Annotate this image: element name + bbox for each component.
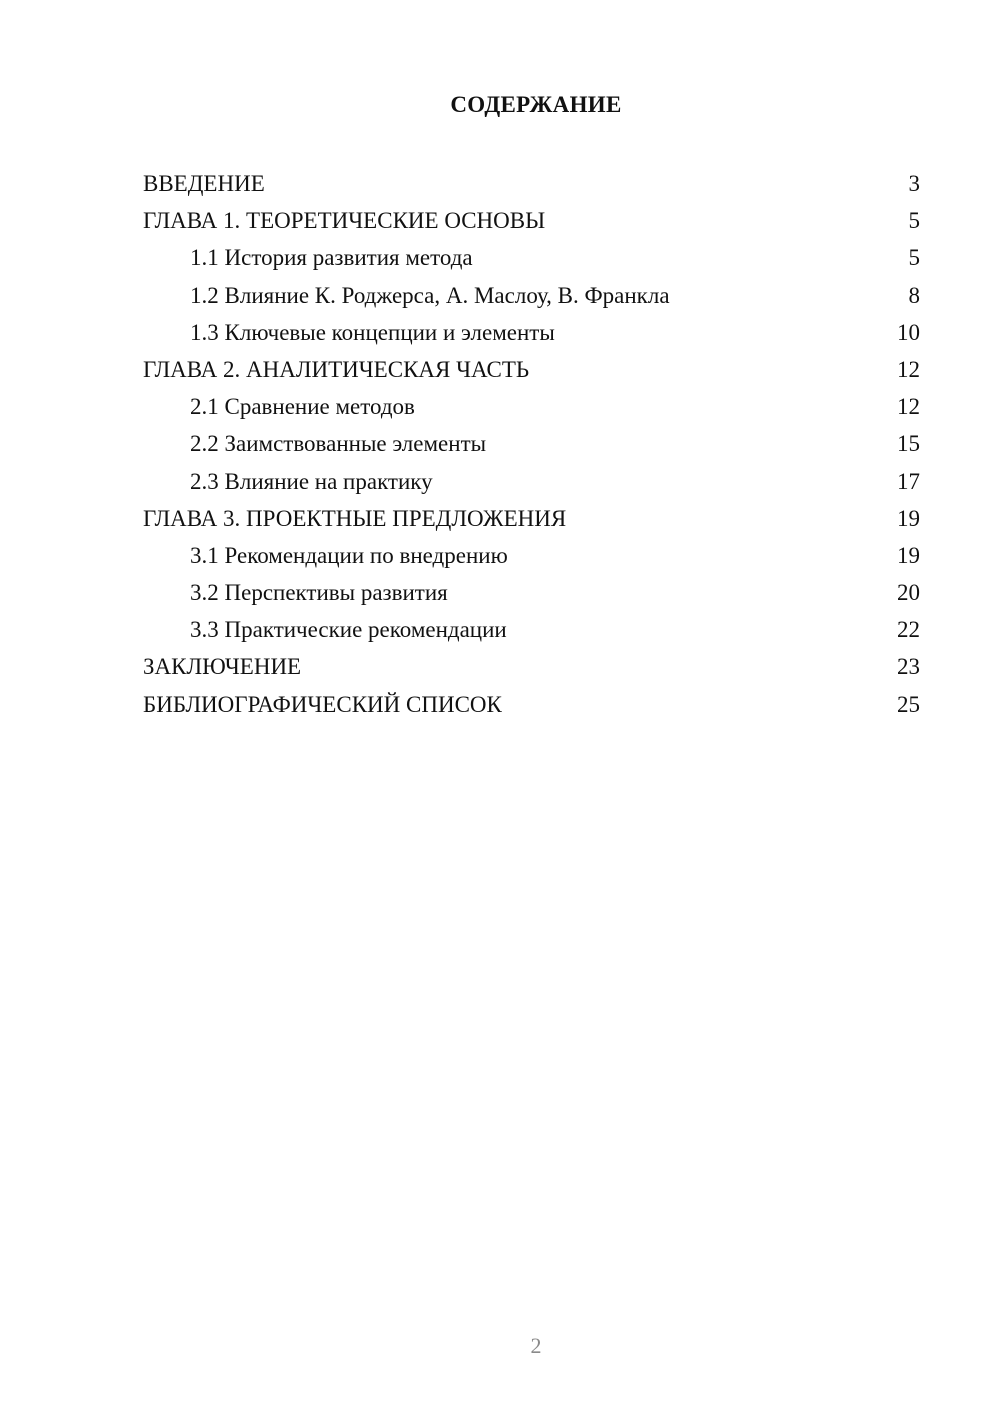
toc-entry-label: 2.2 Заимствованные элементы — [190, 431, 487, 457]
table-of-contents — [143, 165, 920, 723]
toc-entry-page: 23 — [897, 654, 920, 680]
toc-entry-label: БИБЛИОГРАФИЧЕСКИЙ СПИСОК — [143, 691, 502, 717]
toc-entry-section-3-3[interactable] — [143, 611, 920, 648]
toc-entry-page: 8 — [908, 282, 920, 308]
page-number: 2 — [530, 1333, 542, 1358]
toc-entry-page: 19 — [897, 542, 920, 568]
toc-entry-section-1-3[interactable] — [143, 314, 920, 351]
toc-entry-label: ГЛАВА 3. ПРОЕКТНЫЕ ПРЕДЛОЖЕНИЯ — [143, 505, 567, 531]
toc-entry-label: 3.3 Практические рекомендации — [190, 617, 507, 643]
toc-entry-introduction[interactable] — [143, 165, 920, 202]
toc-entry-label: ЗАКЛЮЧЕНИЕ — [143, 654, 302, 680]
toc-entry-label: 1.2 Влияние К. Роджерса, А. Маслоу, В. Франкла — [190, 282, 670, 308]
toc-entry-page: 12 — [897, 356, 920, 382]
toc-entry-label: ГЛАВА 2. АНАЛИТИЧЕСКАЯ ЧАСТЬ — [143, 356, 530, 382]
toc-entry-section-1-1[interactable] — [143, 239, 920, 276]
toc-entry-conclusion[interactable] — [143, 648, 920, 685]
toc-entry-section-3-1[interactable] — [143, 537, 920, 574]
toc-entry-section-3-2[interactable] — [143, 574, 920, 611]
toc-entry-label: 1.3 Ключевые концепции и элементы — [190, 319, 555, 345]
toc-entry-label: 3.1 Рекомендации по внедрению — [190, 542, 508, 568]
toc-entry-page: 20 — [897, 580, 920, 606]
toc-entry-page: 12 — [897, 394, 920, 420]
toc-entry-label: 1.1 История развития метода — [190, 245, 473, 271]
toc-entry-label: 2.1 Сравнение методов — [190, 394, 415, 420]
toc-entry-section-2-1[interactable] — [143, 388, 920, 425]
toc-entry-section-2-2[interactable] — [143, 425, 920, 462]
toc-entry-page: 25 — [897, 691, 920, 717]
toc-entry-section-1-2[interactable] — [143, 277, 920, 314]
toc-heading: СОДЕРЖАНИЕ — [450, 92, 622, 117]
toc-entry-page: 3 — [908, 171, 920, 196]
toc-entry-page: 15 — [897, 431, 920, 457]
toc-entry-chapter-3[interactable] — [143, 500, 920, 537]
toc-entry-page: 17 — [897, 468, 920, 494]
toc-entry-label: 3.2 Перспективы развития — [190, 580, 448, 606]
toc-entry-page: 10 — [897, 319, 920, 345]
toc-entry-page: 5 — [908, 245, 920, 271]
toc-entry-page: 19 — [897, 505, 920, 531]
toc-entry-page: 5 — [908, 208, 920, 234]
toc-entry-section-2-3[interactable] — [143, 463, 920, 500]
toc-entry-label: 2.3 Влияние на практику — [190, 468, 433, 494]
toc-entry-page: 22 — [897, 617, 920, 643]
toc-entry-label: ГЛАВА 1. ТЕОРЕТИЧЕСКИЕ ОСНОВЫ — [143, 208, 546, 234]
toc-entry-bibliography[interactable] — [143, 686, 920, 723]
toc-entry-chapter-1[interactable] — [143, 202, 920, 239]
toc-entry-label: ВВЕДЕНИЕ — [143, 171, 265, 196]
toc-entry-chapter-2[interactable] — [143, 351, 920, 388]
